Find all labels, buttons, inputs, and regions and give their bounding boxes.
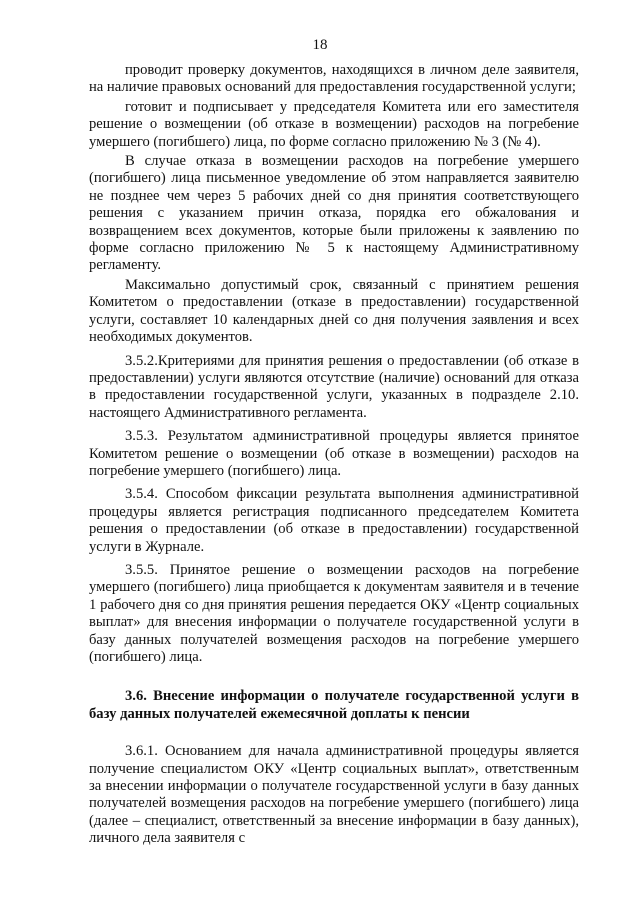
paragraph-3-5-2: 3.5.2.Критериями для принятия решения о предоставлении (об отказе в предоставлении) услуги являются отсутствие (наличие) оснований для отказа в предоставлении государственной услуги, указанных в подразделе 2.10. настоящего Административного регламента. <box>89 352 579 421</box>
page-number: 18 <box>312 37 328 53</box>
paragraph-document-check: проводит проверку документов, находящихся в личном деле заявителя, на наличие правовых оснований для предоставления государственной услуги; <box>89 62 579 96</box>
document-body <box>89 62 579 850</box>
paragraph-3-5-4: 3.5.4. Способом фиксации результата выполнения административной процедуры является регистрация подписанного председателем Комитета решения о предоставлении (об отказе в предоставлении) государственной услуги в Журнале. <box>89 486 579 555</box>
paragraph-decision-preparation: готовит и подписывает у председателя Комитета или его заместителя решение о возмещении (об отказе в возмещении) расходов на погребение умершего (погибшего) лица, по форме согласно приложению № 3 (№ 4). <box>89 98 579 150</box>
paragraph-3-5-3: 3.5.3. Результатом административной процедуры является принятое Комитетом решение о возмещении (об отказе в возмещении) расходов на погребение умершего (погибшего) лица. <box>89 428 579 479</box>
paragraph-3-6-1: 3.6.1. Основанием для начала административной процедуры является получение специалистом ОКУ «Центр социальных выплат», ответственным за внесении информации о получателе государственной услуги в базу данных получателей возмещения расходов на погребение умершего (погибшего) лица (далее – специалист, ответственный за внесение информации в базу данных), личного дела заявителя с <box>89 743 579 847</box>
section-heading-3-6: 3.6. Внесение информации о получателе государственной услуги в базу данных получателей ежемесячной доплаты к пенсии <box>89 688 579 722</box>
paragraph-3-5-5: 3.5.5. Принятое решение о возмещении расходов на погребение умершего (погибшего) лица приобщается к документам заявителя и в течение 1 рабочего дня со дня принятия решения передается ОКУ «Центр социальных выплат» для внесения информации о получателе государственной услуги в базу данных получателей возмещения расходов на погребение умершего (погибшего) лица. <box>89 561 579 665</box>
paragraph-refusal-notice: В случае отказа в возмещении расходов на погребение умершего (погибшего) лица письменное уведомление об этом направляется заявителю не позднее чем через 5 рабочих дней со дня принятия соответствующего решения с указанием причин отказа, порядка его обжалования и возвращением всех документов, которые были приложены к заявлению по форме согласно приложению № 5 к настоящему Административному регламенту. <box>89 153 579 274</box>
paragraph-max-term: Максимально допустимый срок, связанный с принятием решения Комитетом о предоставлении (отказе в предоставлении) государственной услуги, составляет 10 календарных дней со дня получения заявления и всех необходимых документов. <box>89 276 579 346</box>
